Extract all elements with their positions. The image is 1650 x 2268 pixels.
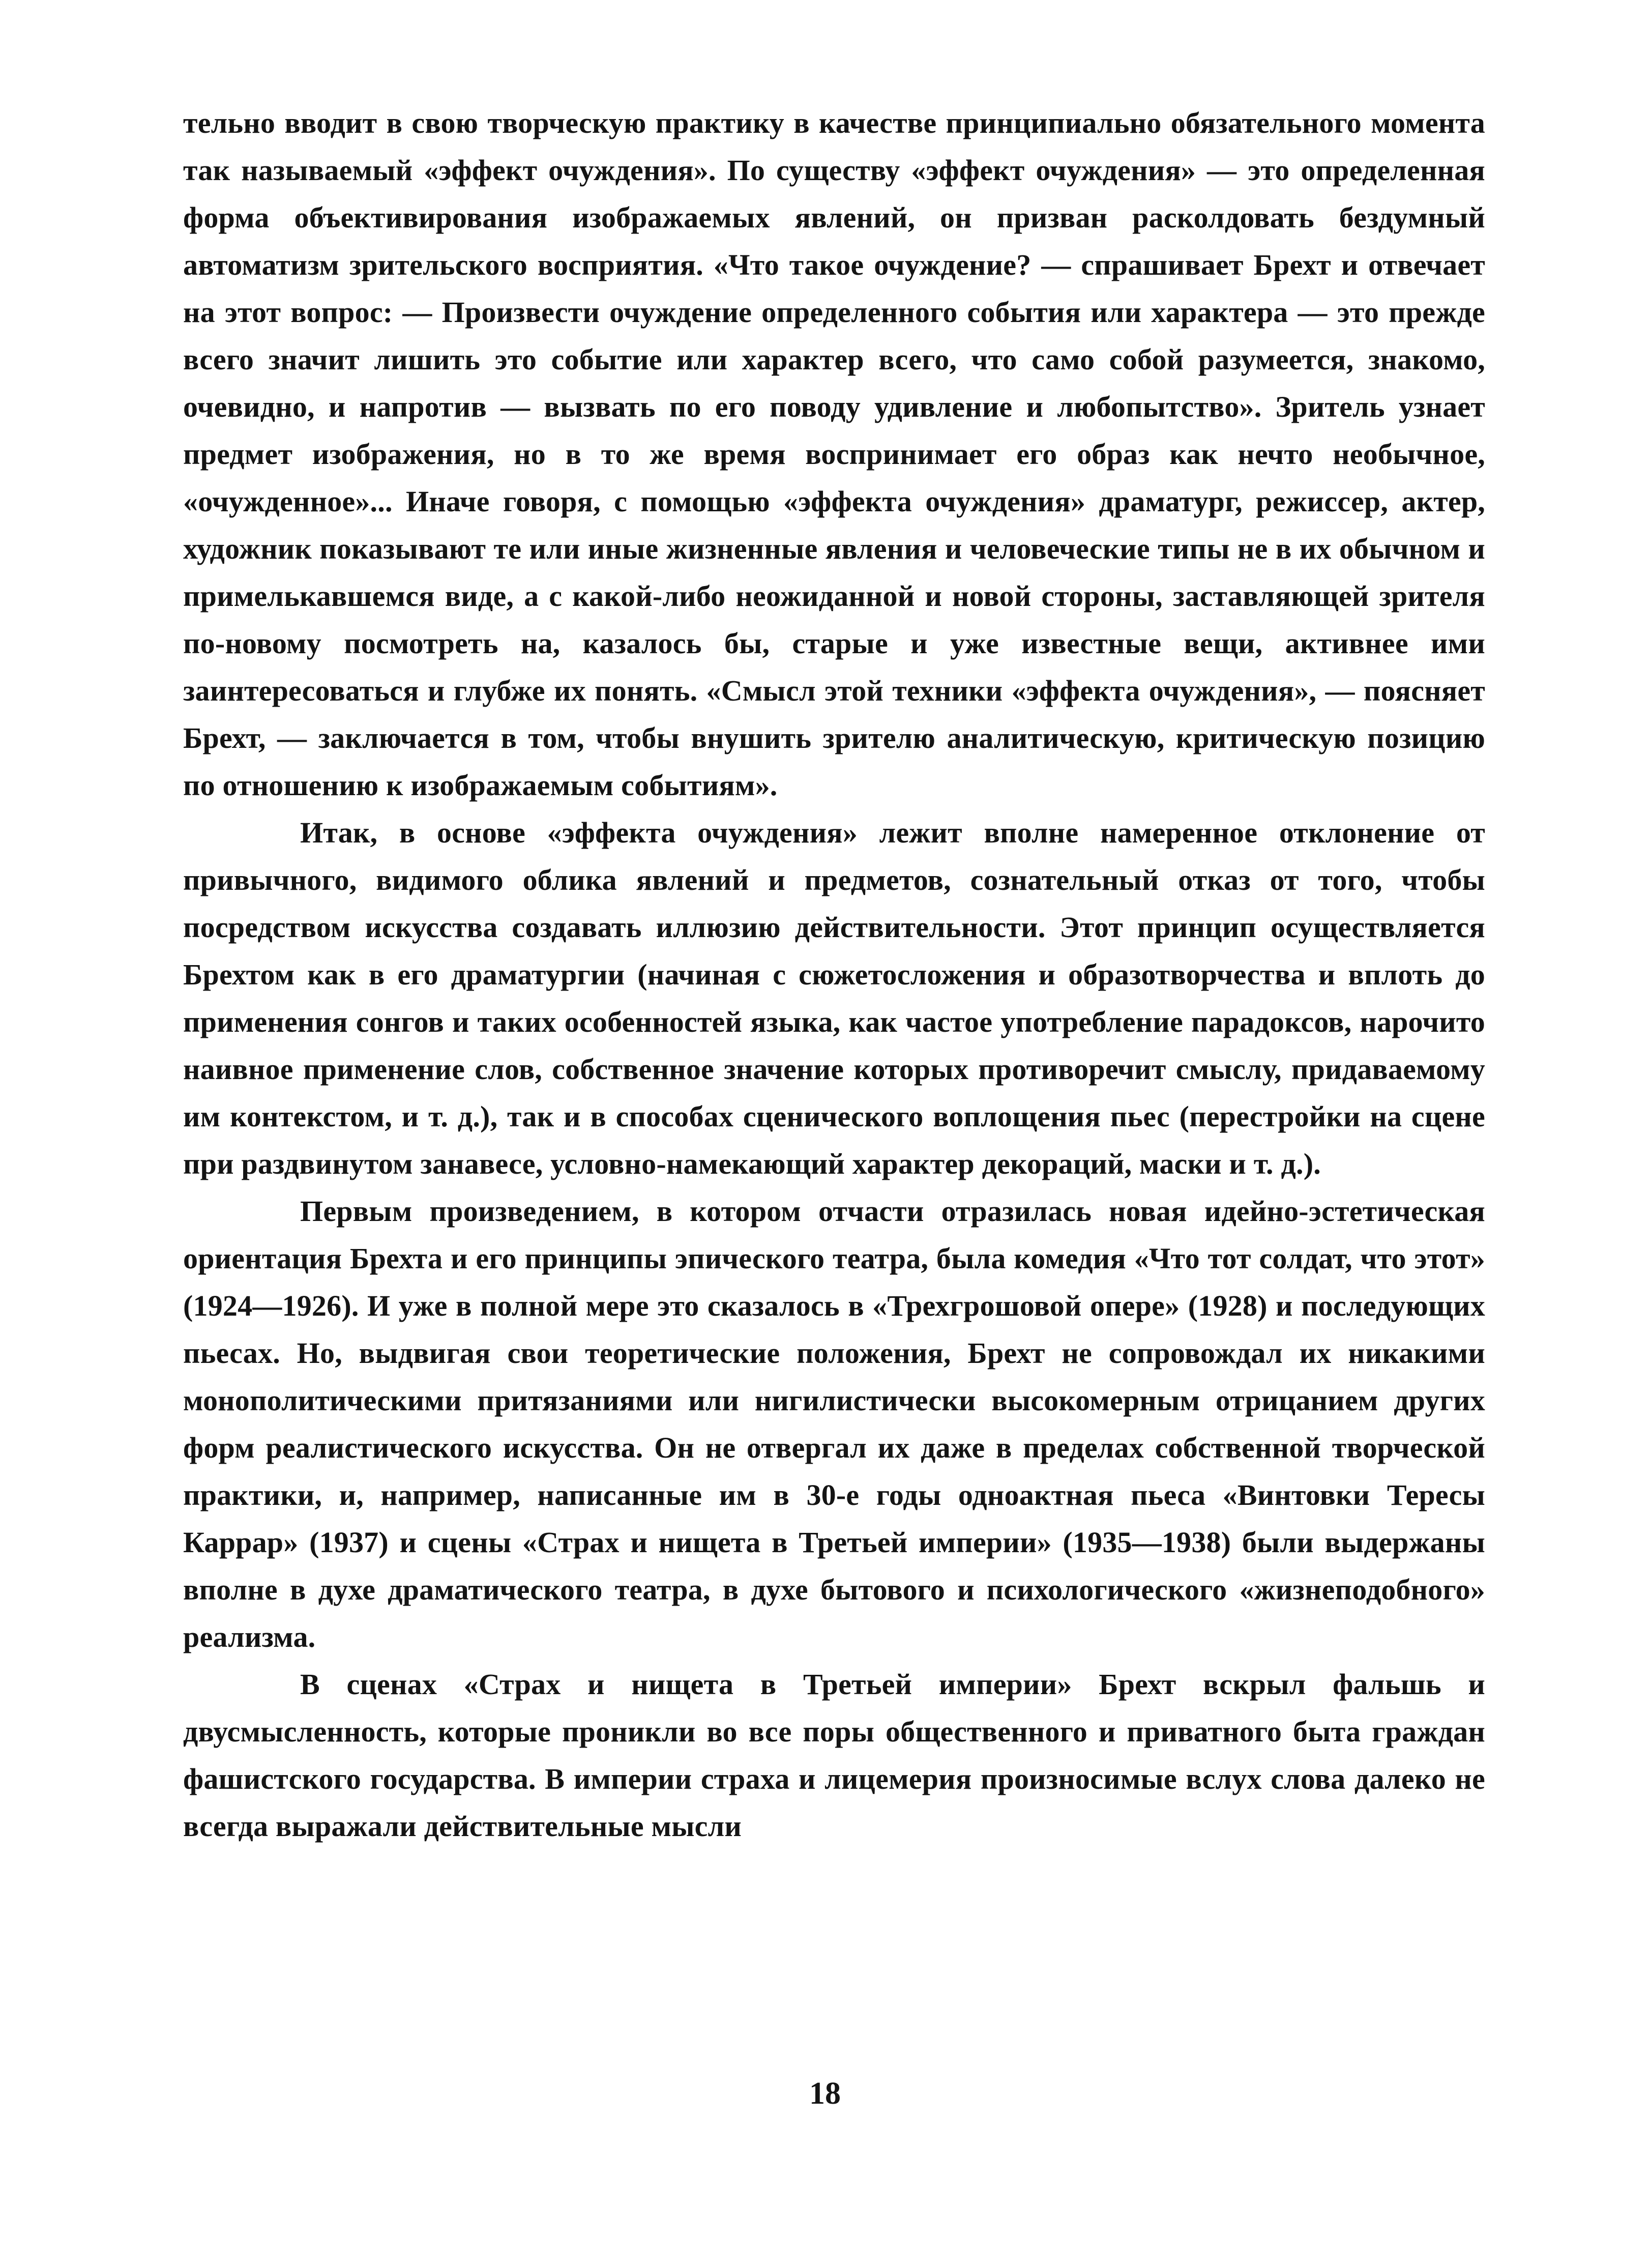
paragraph-3: Первым произведением, в котором отчасти отразилась новая идейно-эстетическая ориентация Брехта и его принципы эпического театра, была комедия «Что тот солдат, что этот» (1924—1926). И уже в полной мере это сказалось в «Трехгрошовой опере» (1928) и последующих пьесах. Но, выдвигая свои теоретические положения, Брехт не сопровождал их никакими монополитическими притязаниями или нигилистически высокомерным отрицанием других форм реалистического искусства. Он не отвергал их даже в пределах собственной творческой практики, и, например, написанные им в 30-е годы одноактная пьеса «Винтовки Тересы Каррар» (1937) и сцены «Страх и нищета в Третьей империи» (1935—1938) были выдержаны вполне в духе драматического театра, в духе бытового и психологического «жизнеподобного» реализма.	[183, 1195, 1485, 1653]
paragraph-4: В сценах «Страх и нищета в Третьей империи» Брехт вскрыл фальшь и двусмысленность, которые проникли во все поры общественного и приватного быта граждан фашистского государства. В империи страха и лицемерия произносимые вслух слова далеко не всегда выражали действительные мысли	[183, 1668, 1485, 1843]
page-number: 18	[809, 2076, 841, 2111]
paragraph-1: тельно вводит в свою творческую практику в качестве принципиально обязательного момента так называемый «эффект очуждения». По существу «эффект очуждения» — это определенная форма объективирования изображаемых явлений, он призван расколдовать бездумный автоматизм зрительского восприятия. «Что такое очуждение? — спрашивает Брехт и отвечает на этот вопрос: — Произвести очуждение определенного события или характера — это прежде всего значит лишить это событие или характер всего, что само собой разумеется, знакомо, очевидно, и напротив — вызвать по его поводу удивление и любопытство». Зритель узнает предмет изображения, но в то же время воспринимает его образ как нечто необычное, «очужденное»... Иначе говоря, с помощью «эффекта очуждения» драматург, режиссер, актер, художник показывают те или иные жизненные явления и человеческие типы не в их обычном и примелькавшемся виде, а с какой-либо неожиданной и новой стороны, заставляющей зрителя по-новому посмотреть на, казалось бы, старые и уже известные вещи, активнее ими заинтересоваться и глубже их понять. «Смысл этой техники «эффекта очуждения», — поясняет Брехт, — заключается в том, чтобы внушить зрителю аналитическую, критическую позицию по отношению к изображаемым событиям».	[183, 106, 1485, 802]
page-body	[183, 99, 1485, 1850]
paragraph-2: Итак, в основе «эффекта очуждения» лежит вполне намеренное отклонение от привычного, видимого облика явлений и предметов, сознательный отказ от того, чтобы посредством искусства создавать иллюзию действительности. Этот принцип осуществляется Брехтом как в его драматургии (начиная с сюжетосложения и образотворчества и вплоть до применения сонгов и таких особенностей языка, как частое употребление парадоксов, нарочито наивное применение слов, собственное значение которых противоречит смыслу, придаваемому им контекстом, и т. д.), так и в способах сценического воплощения пьес (перестройки на сцене при раздвинутом занавесе, условно-намекающий характер декораций, маски и т. д.).	[183, 816, 1485, 1180]
